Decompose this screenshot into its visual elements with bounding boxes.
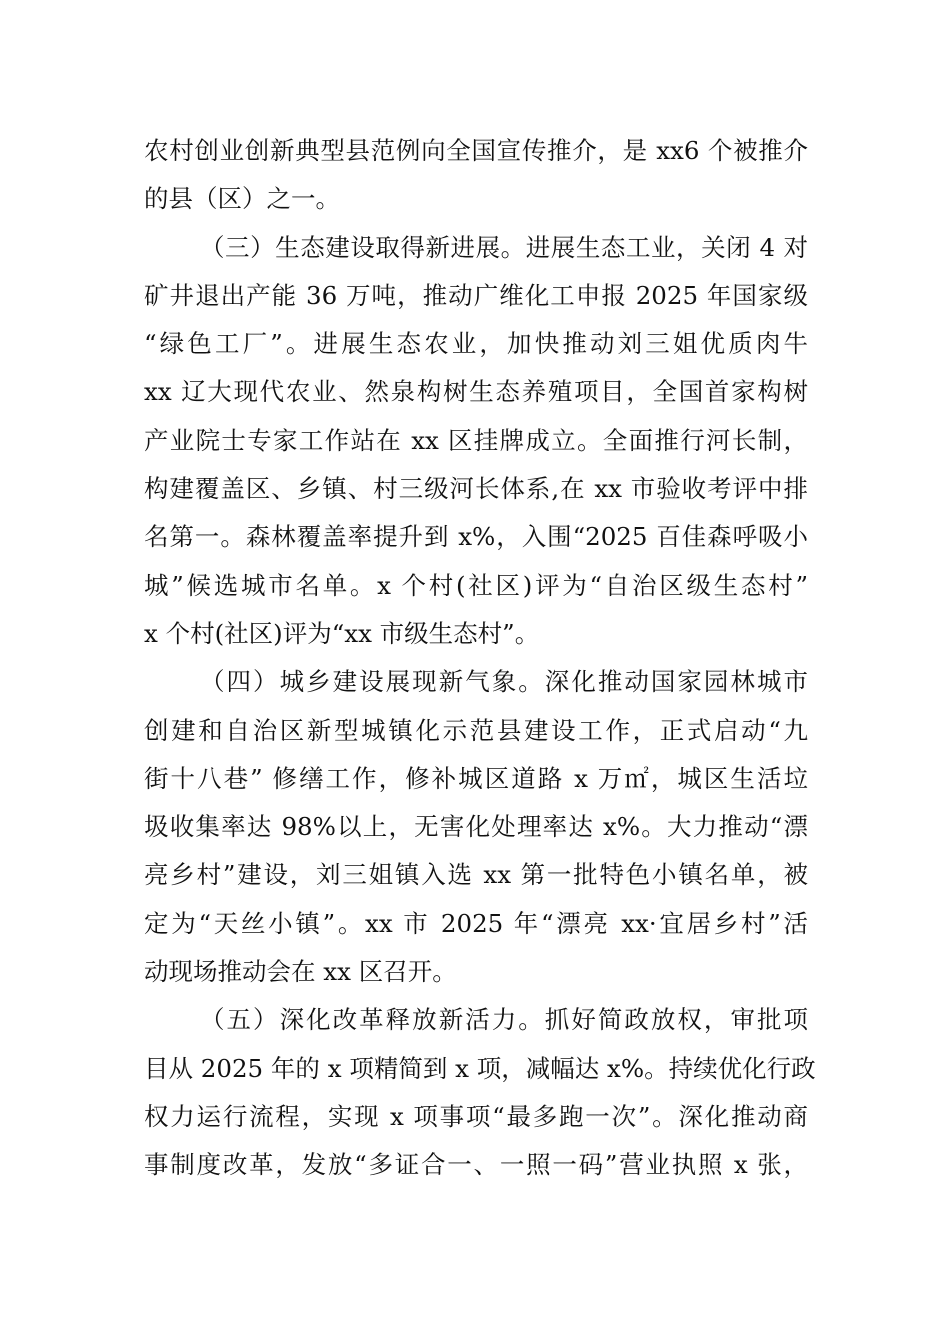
text-line: 构建覆盖区、乡镇、村三级河长体系,在 xx 市验收考评中排 [144, 474, 808, 504]
text-line: 矿井退出产能 36 万吨，推动广维化工申报 2025 年国家级 [144, 280, 808, 310]
text-line: 事制度改革，发放“多证合一、一照一码”营业执照 x 张， [144, 1150, 808, 1180]
text-line: 定为“天丝小镇”。xx 市 2025 年“漂亮 xx·宜居乡村”活 [144, 908, 808, 938]
text-line: 圾收集率达 98%以上，无害化处理率达 x%。大力推动“漂 [144, 812, 808, 842]
text-line: 名第一。森林覆盖率提升到 x%，入围“2025 百佳森呼吸小 [144, 522, 808, 552]
text-line: 权力运行流程，实现 x 项事项“最多跑一次”。深化推动商 [144, 1101, 808, 1131]
text-line: “绿色工厂”。进展生态农业，加快推动刘三姐优质肉牛 [144, 329, 808, 359]
text-line: 街十八巷” 修缮工作，修补城区道路 x 万㎡，城区生活垃 [144, 763, 808, 793]
text-line: 创建和自治区新型城镇化示范县建设工作，正式启动“九 [144, 715, 808, 745]
section-heading-line: （四）城乡建设展现新气象。深化推动国家园林城市 [200, 667, 808, 697]
text-line: 目从 2025 年的 x 项精简到 x 项，减幅达 x%。持续优化行政 [144, 1053, 816, 1083]
section-heading-line: （三）生态建设取得新进展。进展生态工业，关闭 4 对 [200, 232, 808, 262]
text-line: 城”候选城市名单。x 个村(社区)评为“自治区级生态村” [144, 570, 808, 600]
text-line: 的县（区）之一。 [144, 184, 340, 214]
text-line: xx 辽大现代农业、然泉构树生态养殖项目，全国首家构树 [144, 377, 808, 407]
text-line: 农村创业创新典型县范例向全国宣传推介，是 xx6 个被推介 [144, 136, 808, 165]
text-line: 动现场推动会在 xx 区召开。 [144, 957, 457, 987]
text-line: 亮乡村”建设，刘三姐镇入选 xx 第一批特色小镇名单，被 [144, 860, 808, 890]
text-line: 产业院士专家工作站在 xx 区挂牌成立。全面推行河长制， [144, 425, 808, 455]
section-heading-line: （五）深化改革释放新活力。抓好简政放权，审批项 [200, 1005, 808, 1035]
body-text [144, 127, 816, 1190]
text-line: x 个村(社区)评为“xx 市级生态村”。 [144, 618, 540, 648]
